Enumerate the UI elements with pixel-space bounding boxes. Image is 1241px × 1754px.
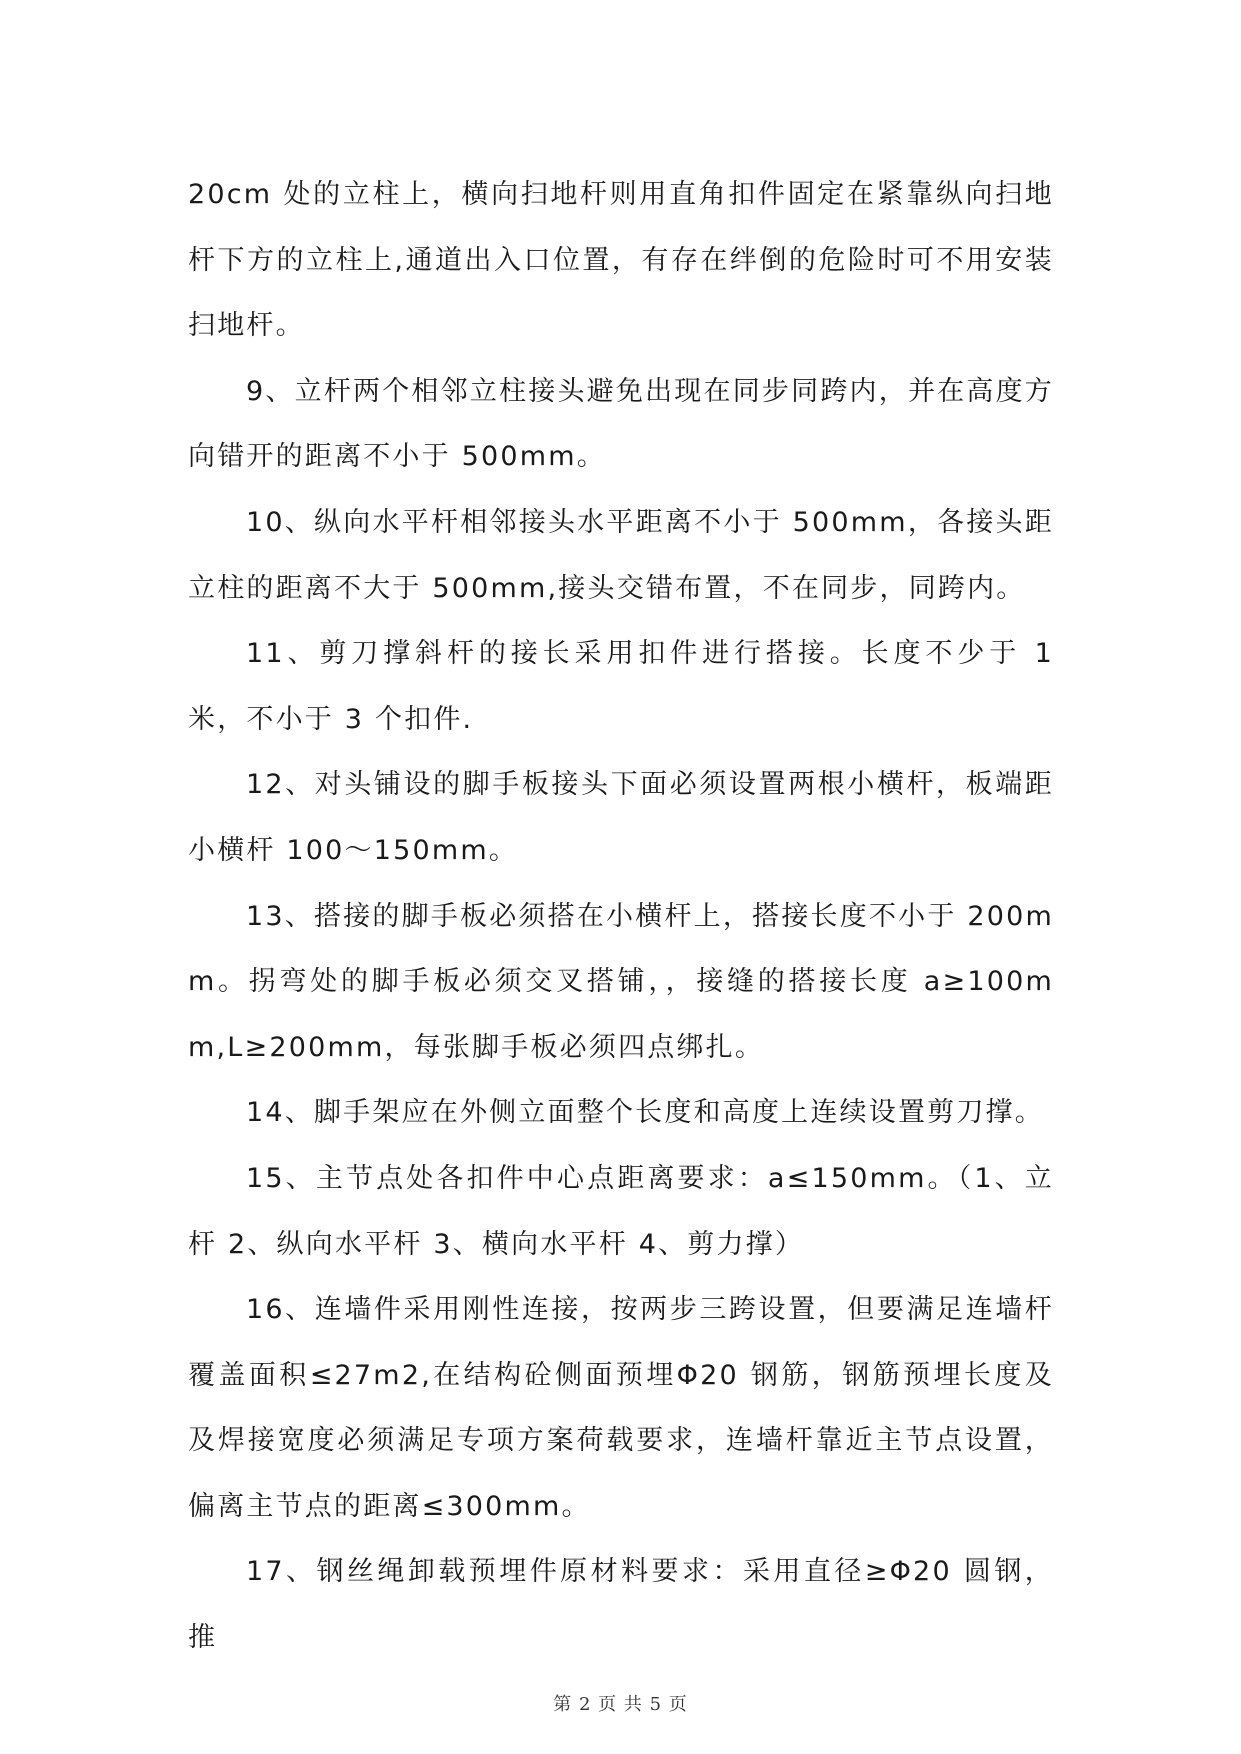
page-footer xyxy=(0,1690,1241,1716)
body-text xyxy=(188,162,1054,1671)
footer-prefix: 第 xyxy=(553,1694,573,1715)
paragraph-item-12: 12、对头铺设的脚手板接头下面必须设置两根小横杆，板端距小横杆 100～150mm。 xyxy=(188,769,1054,866)
paragraph-item-11: 11、剪刀撑斜杆的接长采用扣件进行搭接。长度不少于 1 米，不小于 3 个扣件. xyxy=(188,638,1054,735)
footer-page-number: 2 xyxy=(578,1694,592,1715)
paragraph-item-9: 9、立杆两个相邻立柱接头避免出现在同步同跨内，并在高度方向错开的距离不小于 500mm。 xyxy=(188,375,1054,473)
paragraph-item-17: 17、钢丝绳卸载预埋件原材料要求：采用直径≥Φ20 圆钢，推 xyxy=(188,1556,1054,1654)
paragraph-item-14: 14、脚手架应在外侧立面整个长度和高度上连续设置剪刀撑。 xyxy=(246,1097,1044,1129)
paragraph-continuation: 20cm 处的立柱上，横向扫地杆则用直角扣件固定在紧靠纵向扫地杆下方的立柱上,通道出入口位置，有存在绊倒的危险时可不用安装扫地杆。 xyxy=(188,179,1054,342)
paragraph-item-16: 16、连墙件采用刚性连接，按两步三跨设置，但要满足连墙杆覆盖面积≤27m2,在结构砼侧面预埋Φ20 钢筋，钢筋预埋长度及及焊接宽度必须满足专项方案荷载要求，连墙杆靠近主节点设置，偏离主节点的距离≤300mm。 xyxy=(188,1294,1054,1522)
footer-suffix: 页 xyxy=(668,1694,688,1715)
paragraph-item-10: 10、纵向水平杆相邻接头水平距离不小于 500mm，各接头距立柱的距离不大于 500mm,接头交错布置，不在同步，同跨内。 xyxy=(188,506,1054,604)
footer-total-pages: 5 xyxy=(649,1694,663,1715)
footer-middle: 页 共 xyxy=(598,1694,643,1715)
paragraph-item-15: 15、主节点处各扣件中心点距离要求：a≤150mm。（1、立杆 2、纵向水平杆 3、横向水平杆 4、剪力撑） xyxy=(188,1162,1054,1260)
paragraph-item-13: 13、搭接的脚手板必须搭在小横杆上，搭接长度不小于 200mm。拐弯处的脚手板必须交叉搭铺，，接缝的搭接长度 a≥100mm,L≥200mm，每张脚手板必须四点绑扎。 xyxy=(188,900,1054,1063)
